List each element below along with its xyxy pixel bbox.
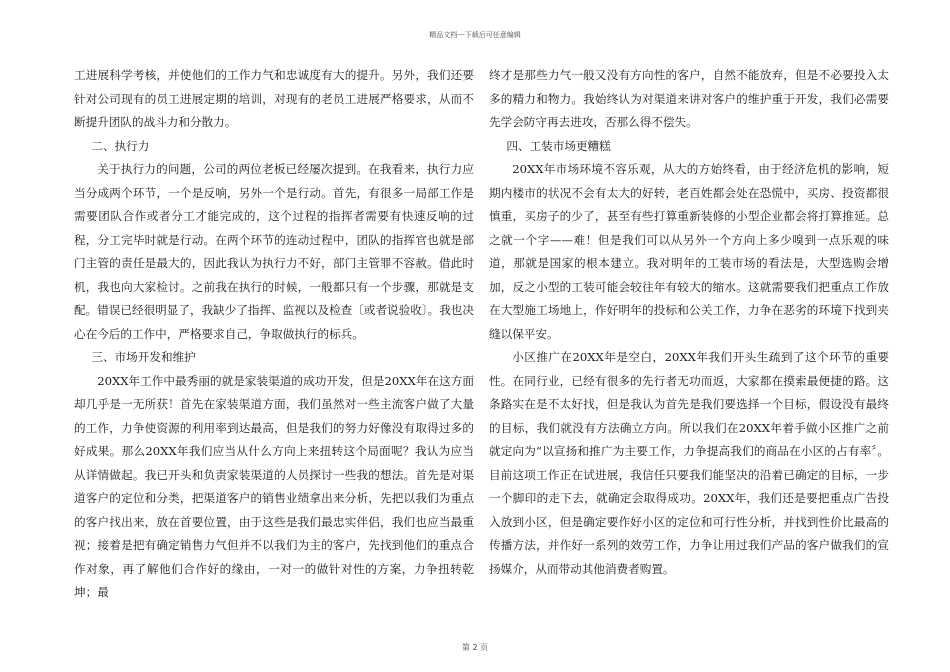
paragraph: 20XX年市场环境不容乐观，从大的方始终看，由于经济危机的影响，短期内楼市的状况不会有太大的好转，老百姓都会处在恐慌中，买房、投资都很慎重，买房子的少了，甚至有些打算重新装修的小型企业都会将打算推延。总之就一个字——难！但是我们可以从另外一个方向上多少嗅到一点乐观的味道，那就是国家的根本建立。我对明年的工装市场的看法是，大型选购会增加，反之小型的工装可能会较往年有较大的缩水。这就需要我们把重点工作放在大型施工场地上，作好明年的投标和公关工作，力争在恶劣的环境下找到夹缝以保平安。 — [489, 162, 889, 341]
paragraph: 终才是那些力气一般又没有方向性的客户，自然不能放弃，但是不必要投入太多的精力和物力。我始终认为对渠道来讲对客户的维护重于开发，我们必需要先学会防守再去进攻，否那么得不偿失。 — [489, 68, 889, 129]
section-heading: 四、工装市场更糟糕 — [506, 138, 611, 153]
paragraph: 小区推广在20XX年是空白，20XX年我们开头生疏到了这个环节的重要性。在同行业，已经有很多的先行者无功而返，大家都在摸索最便捷的路。这条路实在是不太好找，但是我认为首先是我们要选择一个目标，假设没有最终的目标，我们就没有方法确立方向。所以我们在20XX年着手做小区推广之前就定向为“以宣扬和推广为主要工作，力争提高我们的商品在小区的占有率〞。目前这项工作正在试进展，我信任只要我们能坚决的沿着已确定的目标，一步一个脚印的走下去，就确定会取得成功。20XX年，我们还是要把重点广告投入放到小区，但是确定要作好小区的定位和可行性分析，并找到性价比最高的传播方法，并作好一系列的效劳工作，力争让用过我们产品的客户做我们的宣扬媒介，从而带动其他消费者购置。 — [489, 350, 889, 576]
page-number: 第 2 页 — [461, 643, 489, 652]
paragraph: 关于执行力的问题，公司的两位老板已经屡次提到。在我看来，执行力应当分成两个环节，一个是反响，另外一个是行动。首先，有很多一局部工作是需要团队合作或者分工才能完成的，这个过程的指挥者需要有快速反响的过程，分工完毕时就是行动。在两个环节的连动过程中，团队的指挥官也就是部门主管的责任是最大的，因此我认为执行力不好，部门主管罪不容赦。借此时机，我也向大家检讨。之前我在执行的时候，一般都只有一个步骤，那就是支配。错误已经很明显了，我缺少了指挥、监视以及检查〔或者说验收〕。我也决心在今后的工作中，严格要求自己，争取做执行的标兵。 — [74, 162, 474, 341]
section-heading: 三、市场开发和维护 — [91, 350, 196, 364]
page-header: 精品文档---下载后可任意编辑 — [429, 31, 521, 39]
section-heading: 二、执行力 — [91, 138, 150, 153]
paragraph: 工进展科学考核，并使他们的工作力气和忠诚度有大的提升。另外，我们还要针对公司现有的员工进展定期的培训，对现有的老员工进展严格要求，从而不断提升团队的战斗力和分散力。 — [74, 68, 474, 129]
paragraph: 20XX年工作中最秀丽的就是家装渠道的成功开发，但是20XX年在这方面却几乎是一无所获！首先在家装渠道方面，我们虽然对一些主流客户做了大量的工作，力争使资源的利用率到达最高，但是我们的努力好像没有取得过多的好成果。那么20XX年我们应当从什么方向上来扭转这个局面呢？我认为应当从详情做起。我已开头和负责家装渠道的人员探讨一些我的想法。首先是对渠道客户的定位和分类，把渠道客户的销售业绩拿出来分析，先把以我们为重点的客户找出来，放在首要位置，由于这些是我们最忠实伴侣，我们也应当最重视；接着是把有确定销售力气但并不以我们为主的客户，先找到他们的重点合作对象，再了解他们合作好的缘由，一对一的做针对性的方案，力争扭转乾坤；最 — [74, 373, 474, 599]
right-column — [489, 64, 889, 581]
left-column — [74, 64, 474, 605]
